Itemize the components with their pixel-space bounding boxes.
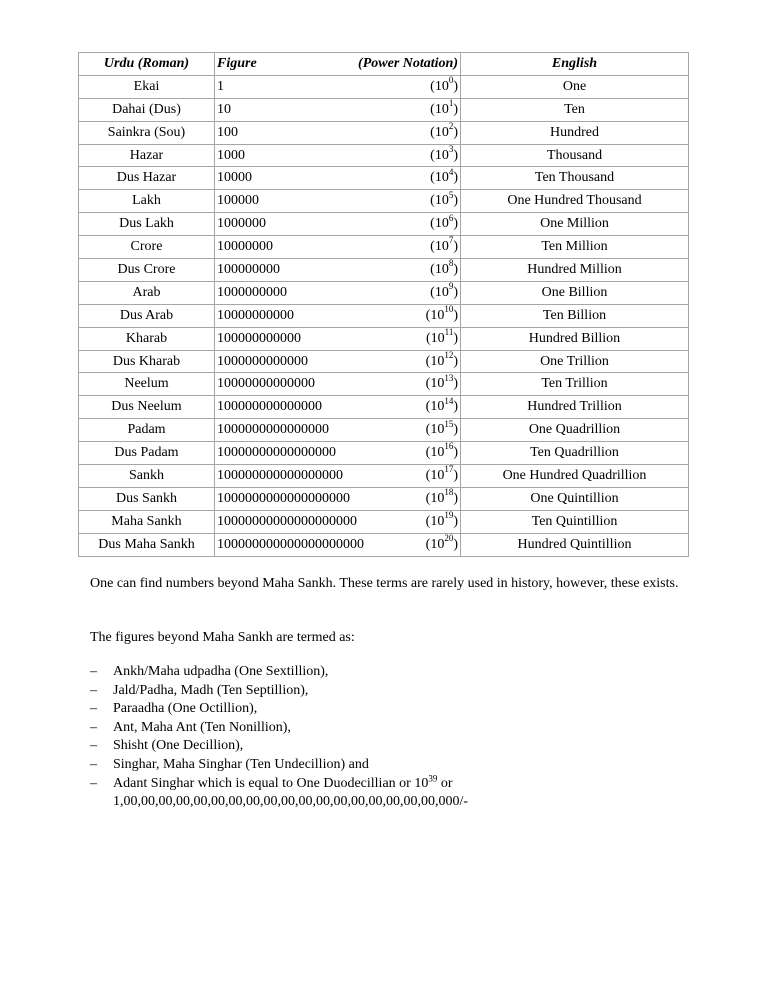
power-exponent: 20: [444, 532, 454, 543]
cell-english: Hundred Trillion: [461, 396, 689, 419]
power-open: (10: [430, 239, 449, 255]
figure-value: 100000000000000000000: [217, 536, 364, 552]
cell-english: Ten Billion: [461, 304, 689, 327]
figure-value: 10000000000: [217, 307, 294, 323]
dash-bullet: –: [90, 719, 97, 735]
power-exponent: 9: [448, 281, 454, 292]
cell-urdu: Dus Maha Sankh: [79, 533, 215, 556]
power-close: ): [453, 490, 458, 506]
figure-value: 10000000000000000: [217, 445, 336, 461]
power-notation: [430, 237, 458, 257]
cell-urdu: Dus Neelum: [79, 396, 215, 419]
cell-urdu: Neelum: [79, 373, 215, 396]
list-item: [90, 700, 690, 719]
table-row: [79, 121, 689, 144]
table-row: [79, 167, 689, 190]
figure-value: 100: [217, 124, 238, 140]
power-notation: [425, 326, 458, 349]
cell-english: One: [461, 75, 689, 98]
figure-value: 100000: [217, 193, 259, 209]
power-exponent: 4: [448, 166, 454, 177]
power-notation: [426, 489, 458, 509]
cell-urdu: Hazar: [79, 144, 215, 167]
table-row: [79, 98, 689, 121]
power-open: (10: [425, 399, 445, 415]
cell-urdu: Sankh: [79, 465, 215, 488]
power-exponent: 10: [444, 304, 454, 315]
cell-english: One Hundred Thousand: [461, 190, 689, 213]
table-row: [79, 419, 689, 442]
power-exponent: 6: [448, 212, 454, 223]
cell-figure: [215, 190, 461, 213]
list-item-text: Singhar, Maha Singhar (Ten Undecillion) and: [113, 756, 369, 772]
cell-english: Ten Trillion: [461, 373, 689, 396]
cell-figure: [215, 510, 461, 533]
figure-value: 100000000000000000: [217, 467, 343, 483]
power-open: (10: [425, 376, 445, 392]
dash-bullet: –: [90, 738, 97, 754]
cell-urdu: Ekai: [79, 75, 215, 98]
cell-figure: [215, 419, 461, 442]
figure-value: 1000: [217, 147, 245, 163]
power-open: (10: [425, 490, 445, 506]
header-english: English: [461, 53, 689, 76]
table-row: [79, 396, 689, 419]
numbers-table: [78, 52, 689, 557]
dash-bullet: –: [90, 664, 97, 679]
cell-english: Ten: [461, 98, 689, 121]
figure-value: 10000: [217, 170, 252, 186]
cell-english: Ten Quintillion: [461, 510, 689, 533]
power-exponent: 5: [448, 189, 454, 200]
power-notation: [430, 120, 458, 143]
cell-figure: [215, 121, 461, 144]
power-exponent: 15: [444, 418, 454, 429]
cell-figure: [215, 213, 461, 236]
power-exponent: 12: [444, 349, 454, 360]
figure-value: 100000000000: [217, 330, 301, 346]
figure-value: 1000000: [217, 216, 266, 232]
power-exponent: 14: [444, 395, 454, 406]
power-notation: [425, 349, 458, 372]
cell-figure: [215, 373, 461, 396]
cell-english: Ten Thousand: [461, 167, 689, 190]
cell-figure: [215, 442, 461, 465]
table-row: [79, 144, 689, 167]
power-open: (10: [425, 467, 445, 483]
power-notation: [426, 420, 458, 440]
power-close: ): [453, 261, 458, 277]
dash-bullet: –: [90, 701, 97, 717]
power-open: (10: [425, 307, 445, 323]
list-item: [90, 737, 690, 756]
power-notation: [430, 260, 458, 280]
header-figure: [215, 53, 461, 76]
cell-urdu: Dus Arab: [79, 304, 215, 327]
power-notation: [430, 283, 458, 303]
table-row: [79, 373, 689, 396]
power-open: (10: [430, 101, 449, 117]
table-row: [79, 442, 689, 465]
dash-bullet: –: [90, 682, 97, 698]
power-open: (10: [425, 353, 445, 369]
figure-value: 1000000000: [217, 284, 287, 300]
power-exponent: 13: [444, 372, 454, 383]
power-close: ): [453, 284, 458, 300]
cell-english: One Quadrillion: [461, 419, 689, 442]
header-figure-label: Figure: [217, 55, 257, 71]
table-body: [79, 75, 689, 556]
power-exponent: 17: [444, 464, 454, 475]
power-open: (10: [425, 536, 445, 552]
header-power-label: (Power Notation): [358, 55, 458, 71]
last-item-suffix: or: [437, 775, 453, 791]
cell-urdu: Maha Sankh: [79, 510, 215, 533]
power-notation: [425, 532, 458, 555]
table-row: [79, 465, 689, 488]
header-urdu: Urdu (Roman): [79, 53, 215, 76]
table-row: [79, 487, 689, 510]
figure-value: 10000000000000: [217, 376, 315, 392]
cell-urdu: Dus Padam: [79, 442, 215, 465]
last-item-number: 1,00,00,00,00,00,00,00,00,00,00,00,00,00,00,00,00,00,00,000/-: [113, 794, 469, 810]
cell-figure: [215, 281, 461, 304]
cell-figure: [215, 259, 461, 282]
cell-figure: [215, 236, 461, 259]
cell-urdu: Dus Crore: [79, 259, 215, 282]
power-exponent: 8: [448, 258, 454, 269]
list-item-text: Ant, Maha Ant (Ten Nonillion),: [113, 719, 291, 735]
power-close: ): [453, 513, 458, 529]
cell-urdu: Crore: [79, 236, 215, 259]
table-header-row: [79, 53, 689, 76]
figure-value: 1000000000000000000: [217, 490, 350, 506]
power-notation: [430, 168, 458, 188]
figure-value: 100000000000000: [217, 399, 322, 415]
cell-figure: [215, 327, 461, 350]
power-open: (10: [430, 216, 449, 232]
cell-english: Thousand: [461, 144, 689, 167]
power-close: ): [453, 467, 458, 483]
power-open: (10: [425, 513, 445, 529]
cell-figure: [215, 144, 461, 167]
cell-urdu: Dus Lakh: [79, 213, 215, 236]
figure-value: 1: [217, 78, 224, 94]
power-close: ): [453, 445, 458, 461]
table-row: [79, 304, 689, 327]
cell-figure: [215, 396, 461, 419]
power-notation: [426, 466, 458, 486]
cell-urdu: Dus Hazar: [79, 167, 215, 190]
last-item-exponent: 39: [428, 772, 438, 783]
power-close: ): [453, 124, 458, 140]
power-notation: [430, 77, 458, 97]
cell-urdu: Sainkra (Sou): [79, 121, 215, 144]
figure-value: 1000000000000000: [217, 422, 329, 438]
power-open: (10: [425, 445, 445, 461]
power-open: (10: [430, 284, 449, 300]
cell-english: One Quintillion: [461, 487, 689, 510]
power-close: ): [453, 239, 458, 255]
table-row: [79, 75, 689, 98]
power-close: ): [453, 147, 458, 163]
list-item-text: Ankh/Maha udpadha (One Sextillion),: [113, 664, 329, 679]
power-exponent: 3: [448, 143, 454, 154]
cell-urdu: Lakh: [79, 190, 215, 213]
table-row: [79, 510, 689, 533]
cell-urdu: Dahai (Dus): [79, 98, 215, 121]
power-close: ): [453, 376, 458, 392]
power-exponent: 7: [448, 235, 454, 246]
table-row: [79, 533, 689, 556]
power-notation: [426, 443, 458, 463]
cell-english: One Hundred Quadrillion: [461, 465, 689, 488]
figure-value: 100000000: [217, 261, 280, 277]
power-exponent: 16: [444, 441, 454, 452]
power-close: ): [453, 536, 458, 552]
power-notation: [426, 306, 458, 326]
figure-value: 1000000000000: [217, 353, 308, 369]
power-close: ): [453, 330, 458, 346]
power-exponent: 18: [444, 487, 454, 498]
power-exponent: 0: [448, 75, 454, 86]
cell-figure: [215, 465, 461, 488]
power-open: (10: [430, 78, 449, 94]
power-close: ): [453, 193, 458, 209]
list-item-last: [90, 772, 690, 812]
power-open: (10: [425, 422, 445, 438]
paragraph-figures: The figures beyond Maha Sankh are termed as:: [90, 630, 355, 645]
dash-bullet: –: [90, 775, 97, 791]
power-close: ): [453, 216, 458, 232]
power-close: ): [453, 101, 458, 117]
cell-figure: [215, 487, 461, 510]
list-item-text: Paraadha (One Octillion),: [113, 701, 258, 717]
cell-figure: [215, 350, 461, 373]
power-open: (10: [430, 170, 449, 186]
power-exponent: 2: [448, 120, 454, 131]
table-row: [79, 259, 689, 282]
paragraph-beyond: One can find numbers beyond Maha Sankh. These terms are rarely used in history, however, these exists.: [90, 576, 679, 591]
table-row: [79, 190, 689, 213]
cell-english: One Trillion: [461, 350, 689, 373]
list-item-text: Shisht (One Decillion),: [113, 738, 244, 754]
power-notation: [430, 100, 458, 120]
power-open: (10: [430, 261, 449, 277]
figure-value: 10000000: [217, 239, 273, 255]
last-item-prefix: Adant Singhar which is equal to One Duodecillian or 10: [113, 775, 429, 791]
power-notation: [430, 143, 458, 166]
power-close: ): [453, 353, 458, 369]
power-close: ): [453, 78, 458, 94]
power-open: (10: [430, 193, 449, 209]
figure-value: 10000000000000000000: [217, 513, 357, 529]
cell-english: One Million: [461, 213, 689, 236]
power-exponent: 19: [444, 510, 454, 521]
cell-english: Hundred Million: [461, 259, 689, 282]
cell-figure: [215, 75, 461, 98]
cell-urdu: Dus Kharab: [79, 350, 215, 373]
power-open: (10: [430, 124, 449, 140]
table-row: [79, 350, 689, 373]
list-item: [90, 756, 690, 775]
power-close: ): [453, 307, 458, 323]
power-notation: [426, 397, 458, 417]
list-item: [90, 682, 690, 701]
cell-urdu: Kharab: [79, 327, 215, 350]
power-open: (10: [430, 147, 449, 163]
list-item-text: Jald/Padha, Madh (Ten Septillion),: [113, 682, 309, 698]
list-item: [90, 719, 690, 738]
power-notation: [430, 214, 458, 234]
power-close: ): [453, 399, 458, 415]
cell-urdu: Padam: [79, 419, 215, 442]
power-notation: [426, 512, 458, 532]
beyond-list: [90, 663, 690, 812]
dash-bullet: –: [90, 756, 97, 772]
cell-english: One Billion: [461, 281, 689, 304]
cell-english: Ten Quadrillion: [461, 442, 689, 465]
power-close: ): [453, 170, 458, 186]
cell-english: Hundred Quintillion: [461, 533, 689, 556]
table-row: [79, 327, 689, 350]
power-exponent: 11: [444, 326, 454, 337]
table-row: [79, 213, 689, 236]
power-exponent: 1: [448, 98, 454, 109]
power-close: ): [453, 422, 458, 438]
list-item: [90, 663, 690, 682]
power-open: (10: [425, 330, 445, 346]
cell-figure: [215, 98, 461, 121]
cell-urdu: Arab: [79, 281, 215, 304]
cell-english: Hundred Billion: [461, 327, 689, 350]
table-row: [79, 236, 689, 259]
cell-figure: [215, 533, 461, 556]
cell-english: Ten Million: [461, 236, 689, 259]
table-row: [79, 281, 689, 304]
cell-english: Hundred: [461, 121, 689, 144]
cell-figure: [215, 167, 461, 190]
power-notation: [430, 191, 458, 211]
power-notation: [426, 374, 458, 394]
figure-value: 10: [217, 101, 231, 117]
cell-figure: [215, 304, 461, 327]
cell-urdu: Dus Sankh: [79, 487, 215, 510]
